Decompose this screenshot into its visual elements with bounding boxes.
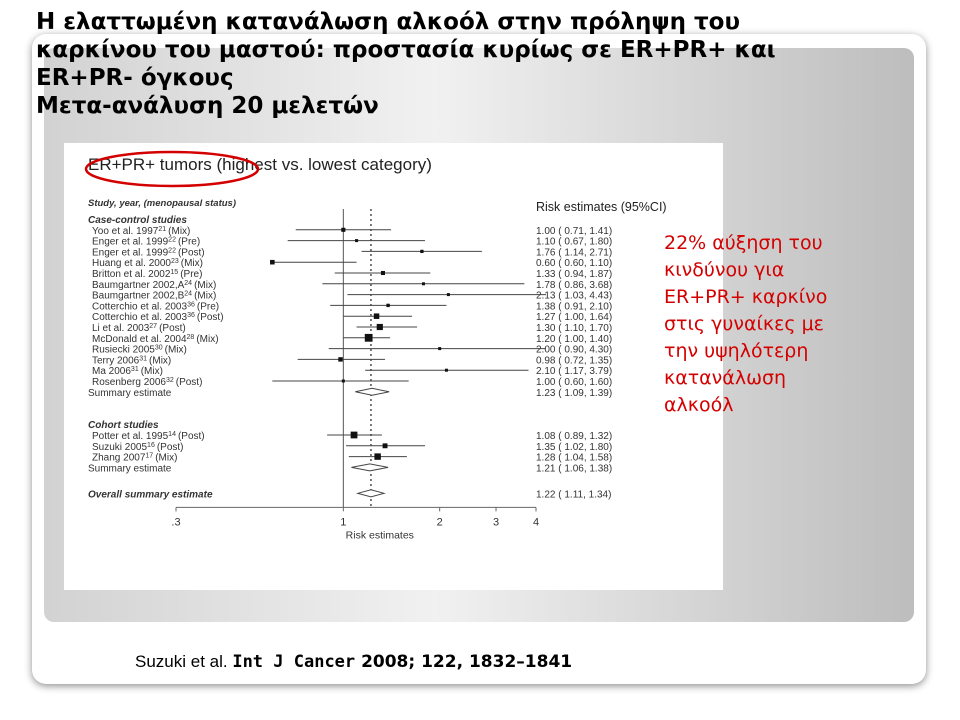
study-label: Zhang 2007$^{17}$ (Mix) [92,452,178,464]
point-estimate [447,293,450,296]
annotation-line: την υψηλότερη [664,340,809,362]
point-estimate [351,432,358,439]
study-label: Suzuki 2005$^{16}$ (Post) [92,441,184,453]
point-estimate [338,357,342,361]
point-estimate [386,304,389,307]
estimate-text: 1.78 ( 0.86, 3.68) [536,279,613,291]
study-label: Cotterchio et al. 2003$^{36}$ (Post) [92,311,224,324]
point-estimate [270,260,275,265]
annotation-line: κινδύνου για [664,259,785,281]
estimate-text: 1.23 ( 1.09, 1.39) [536,387,613,399]
study-status: (Mix) [180,258,203,270]
x-tick-label: .3 [171,516,181,529]
overall-label: Overall summary estimate [88,489,213,501]
annotation-line: στις γυναίκες με [664,313,824,335]
study-status: (Pre) [177,236,201,248]
study-status: (Mix) [149,355,172,367]
point-estimate [341,228,345,232]
x-tick-label: 2 [436,516,443,529]
point-estimate [422,282,425,285]
point-estimate [377,324,383,330]
title-line: καρκίνου του μαστού: προστασία κυρίως σε ER+PR+ και [36,37,776,63]
estimate-text: 1.76 ( 1.14, 2.71) [536,247,613,259]
estimate-header: Risk estimates (95%CI) [536,200,667,214]
summary-diamond [358,490,384,497]
estimate-text: 1.28 ( 1.04, 1.58) [536,452,613,464]
study-reference: 17 [145,452,154,460]
citation-journal: Int J Cancer [232,652,356,672]
point-estimate [438,347,441,350]
study-reference: 23 [170,257,179,265]
estimate-text: 1.21 ( 1.06, 1.38) [536,463,613,475]
estimate-text: 2.13 ( 1.03, 4.43) [536,290,613,302]
study-status: (Mix) [196,333,219,345]
study-reference: 31 [139,354,148,362]
study-reference: 30 [154,344,163,352]
study-status: (Post) [159,323,186,334]
estimate-text: 1.00 ( 0.60, 1.60) [536,377,613,388]
study-label: Rosenberg 2006$^{32}$ (Post) [92,376,203,388]
study-status: (Post) [175,377,203,388]
citation [135,652,572,672]
study-reference: 15 [170,268,179,276]
estimate-text: 1.22 ( 1.11, 1.34) [536,489,612,501]
summary-diamond [355,388,389,395]
title-line: ER+PR- όγκους [36,65,234,91]
study-status: (Mix) [194,290,217,302]
annotation-line: αλκοόλ [664,394,734,416]
x-tick-label: 3 [492,516,500,529]
study-label: Britton et al. 2002$^{15}$ (Pre) [92,268,203,280]
study-reference: 16 [147,441,155,449]
study-status: (Post) [177,247,205,259]
title-line: Η ελαττωμένη κατανάλωση αλκοόλ στην πρόληψη του [36,9,741,35]
chart-title: ER+PR+ tumors (highest vs. lowest category) [88,155,432,174]
study-reference: 22 [168,236,176,244]
study-label: Rusiecki 2005$^{30}$ (Mix) [92,344,187,356]
summary-label: Summary estimate [88,463,172,475]
study-reference: 21 [158,225,167,233]
estimate-text: 1.27 ( 1.00, 1.64) [536,312,613,324]
estimate-text: 1.30 ( 1.10, 1.70) [536,323,613,334]
study-reference: 36 [187,311,195,319]
forest-plot [64,143,723,590]
study-label: Baumgartner $2002,A^{24}$ (Mix) [92,279,217,291]
estimate-text: 1.20 ( 1.00, 1.40) [536,333,613,345]
x-axis-label: Risk estimates [345,529,414,542]
point-estimate [365,334,373,342]
study-status: (Post) [156,441,184,453]
estimate-text: 0.98 ( 0.72, 1.35) [536,355,613,367]
estimate-text: 1.33 ( 0.94, 1.87) [536,269,613,280]
estimate-text: 1.35 ( 1.02, 1.80) [536,441,613,453]
point-estimate [383,443,388,448]
study-label: Enger et al. 1999$^{22}$ (Pre) [92,236,201,248]
point-estimate [374,453,380,459]
x-tick-label: 4 [532,516,540,529]
summary-label: Summary estimate [88,387,172,399]
study-reference: 24 [184,279,193,287]
point-estimate [374,313,380,319]
study-label: Huang et al. 2000$^{23}$ (Mix) [92,257,203,270]
group-heading: Case-control studies [88,215,187,226]
point-estimate [445,369,448,372]
study-label: Yoo et al. 1997$^{21}$ (Mix) [92,225,191,237]
estimate-text: 2.00 ( 0.90, 4.30) [536,344,613,356]
study-status: (Mix) [194,279,217,291]
study-reference: 32 [165,376,174,384]
study-reference: 31 [130,365,139,373]
slide-title [36,8,936,120]
column-header: Study, year, (menopausal status) [88,198,236,209]
estimate-text: 1.08 ( 0.89, 1.32) [536,431,613,442]
study-reference: 24 [184,290,193,298]
study-label: Potter et al. 1995$^{14}$ (Post) [92,430,205,442]
estimate-text: 0.60 ( 0.60, 1.10) [536,258,613,270]
annotation-note [664,230,904,419]
study-status: (Post) [177,431,205,442]
study-label: McDonald et al. 2004$^{28}$ (Mix) [92,333,219,345]
title-line: Μετα-ανάλυση 20 μελετών [36,93,379,119]
study-status: (Mix) [155,452,178,464]
estimate-text: 2.10 ( 1.17, 3.79) [536,366,613,378]
summary-diamond [351,464,388,471]
study-label: Enger et al. 1999$^{22}$ (Post) [92,246,205,259]
annotation-line: 22% αύξηση του [664,232,823,254]
point-estimate [355,239,358,242]
estimate-text: 1.00 ( 0.71, 1.41) [536,225,613,237]
study-label: Terry 2006$^{31}$ (Mix) [92,354,172,367]
study-status: (Mix) [168,225,191,237]
study-status: (Mix) [140,366,163,378]
annotation-line: κατανάλωση [664,367,787,389]
forest-plot-figure [64,143,723,590]
study-label: Li et al. 2003$^{27}$ (Post) [92,322,186,334]
study-status: (Post) [196,312,224,324]
study-status: (Pre) [196,301,220,313]
study-reference: 28 [186,333,195,341]
point-estimate [381,271,385,275]
study-status: (Pre) [180,269,203,280]
study-label: Baumgartner $2002,B^{24}$ (Mix) [92,290,217,302]
citation-authors: Suzuki et al. [135,652,233,671]
study-status: (Mix) [164,344,187,356]
point-estimate [342,380,345,383]
study-reference: 14 [168,430,176,438]
annotation-line: ER+PR+ καρκίνο [664,286,828,308]
citation-reference: 2008; 122, 1832–1841 [355,652,573,672]
group-heading: Cohort studies [88,420,159,432]
study-label: Cotterchio et al. 2003$^{36}$ (Pre) [92,300,220,313]
study-label: Ma 2006$^{31}$ (Mix) [92,365,163,378]
point-estimate [420,250,423,253]
estimate-text: 1.38 ( 0.91, 2.10) [536,301,613,313]
study-reference: 27 [149,322,158,330]
study-reference: 36 [187,300,195,308]
study-reference: 22 [168,246,176,254]
estimate-text: 1.10 ( 0.67, 1.80) [536,236,613,248]
x-tick-label: 1 [340,516,347,529]
